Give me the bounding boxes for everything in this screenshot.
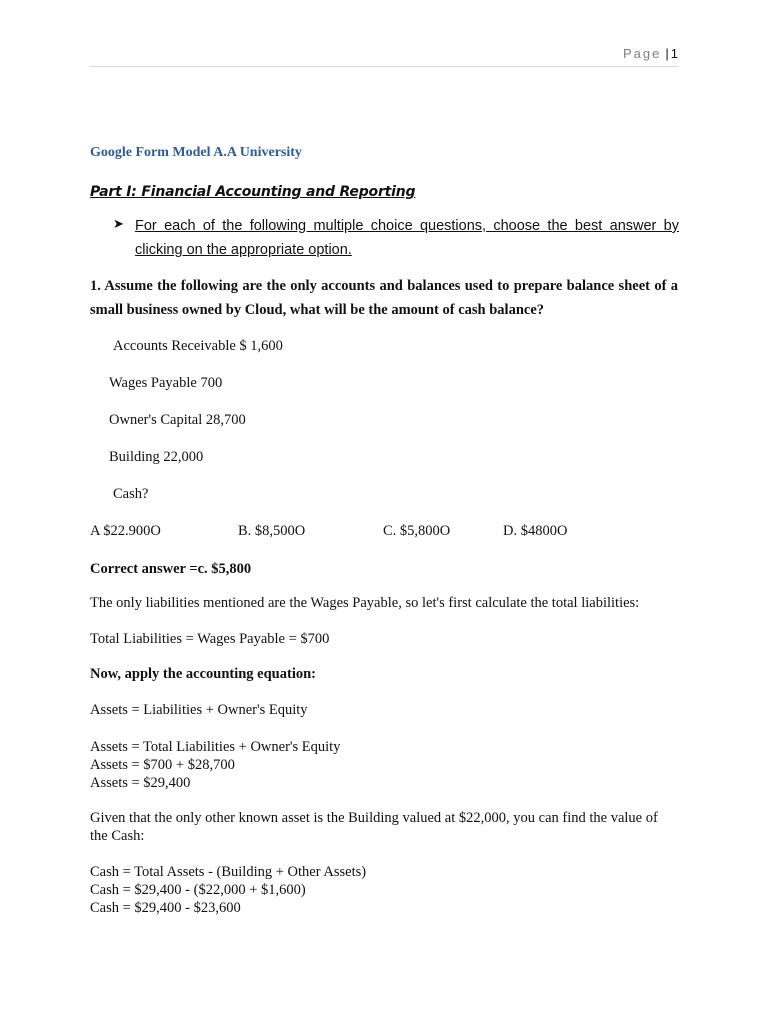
cash-line: Cash = Total Assets - (Building + Other Assets) xyxy=(90,864,367,880)
given-paragraph: Given that the only other known asset is the Building valued at $22,000, you can find the value of the Cash: xyxy=(90,810,658,844)
option-a: A $22.900O xyxy=(90,523,161,539)
part-heading: Part I: Financial Accounting and Reporting xyxy=(90,184,416,200)
page-label: Page xyxy=(623,46,662,61)
account-line: Cash? xyxy=(113,486,149,502)
page-number-value: 1 xyxy=(670,46,678,61)
page-separator: | xyxy=(665,46,669,61)
page-header xyxy=(90,44,678,67)
account-line: Building 22,000 xyxy=(109,449,204,465)
liabilities-intro: The only liabilities mentioned are the Wages Payable, so let's first calculate the total liabilities: xyxy=(90,595,640,611)
option-c: C. $5,800O xyxy=(383,523,451,539)
assets-line: Assets = $29,400 xyxy=(90,775,191,791)
correct-answer: Correct answer =c. $5,800 xyxy=(90,561,252,577)
arrow-bullet-icon: ➤ xyxy=(113,216,124,231)
question-text: 1. Assume the following are the only accounts and balances used to prepare balance sheet of a small business owned by Cloud, what will be the amount of cash balance? xyxy=(90,278,678,318)
assets-line: Assets = Total Liabilities + Owner's Equity xyxy=(90,739,341,755)
accounting-equation: Assets = Liabilities + Owner's Equity xyxy=(90,702,308,718)
cash-calculation xyxy=(90,863,366,917)
apply-heading: Now, apply the accounting equation: xyxy=(90,666,316,682)
account-line: Accounts Receivable $ 1,600 xyxy=(113,338,283,354)
total-liabilities: Total Liabilities = Wages Payable = $700 xyxy=(90,631,330,647)
account-line: Wages Payable 700 xyxy=(109,375,223,391)
account-line: Owner's Capital 28,700 xyxy=(109,412,246,428)
document-title: Google Form Model A.A University xyxy=(90,145,302,160)
cash-line: Cash = $29,400 - ($22,000 + $1,600) xyxy=(90,882,306,898)
instruction-text: For each of the following multiple choice questions, choose the best answer by clicking on the appropriate option. xyxy=(135,218,679,258)
assets-line: Assets = $700 + $28,700 xyxy=(90,757,235,773)
option-d: D. $4800O xyxy=(503,523,568,539)
instruction-bullet xyxy=(113,214,679,262)
page-number xyxy=(623,46,678,61)
cash-line: Cash = $29,400 - $23,600 xyxy=(90,900,241,916)
option-b: B. $8,500O xyxy=(238,523,306,539)
assets-calculation xyxy=(90,738,340,792)
